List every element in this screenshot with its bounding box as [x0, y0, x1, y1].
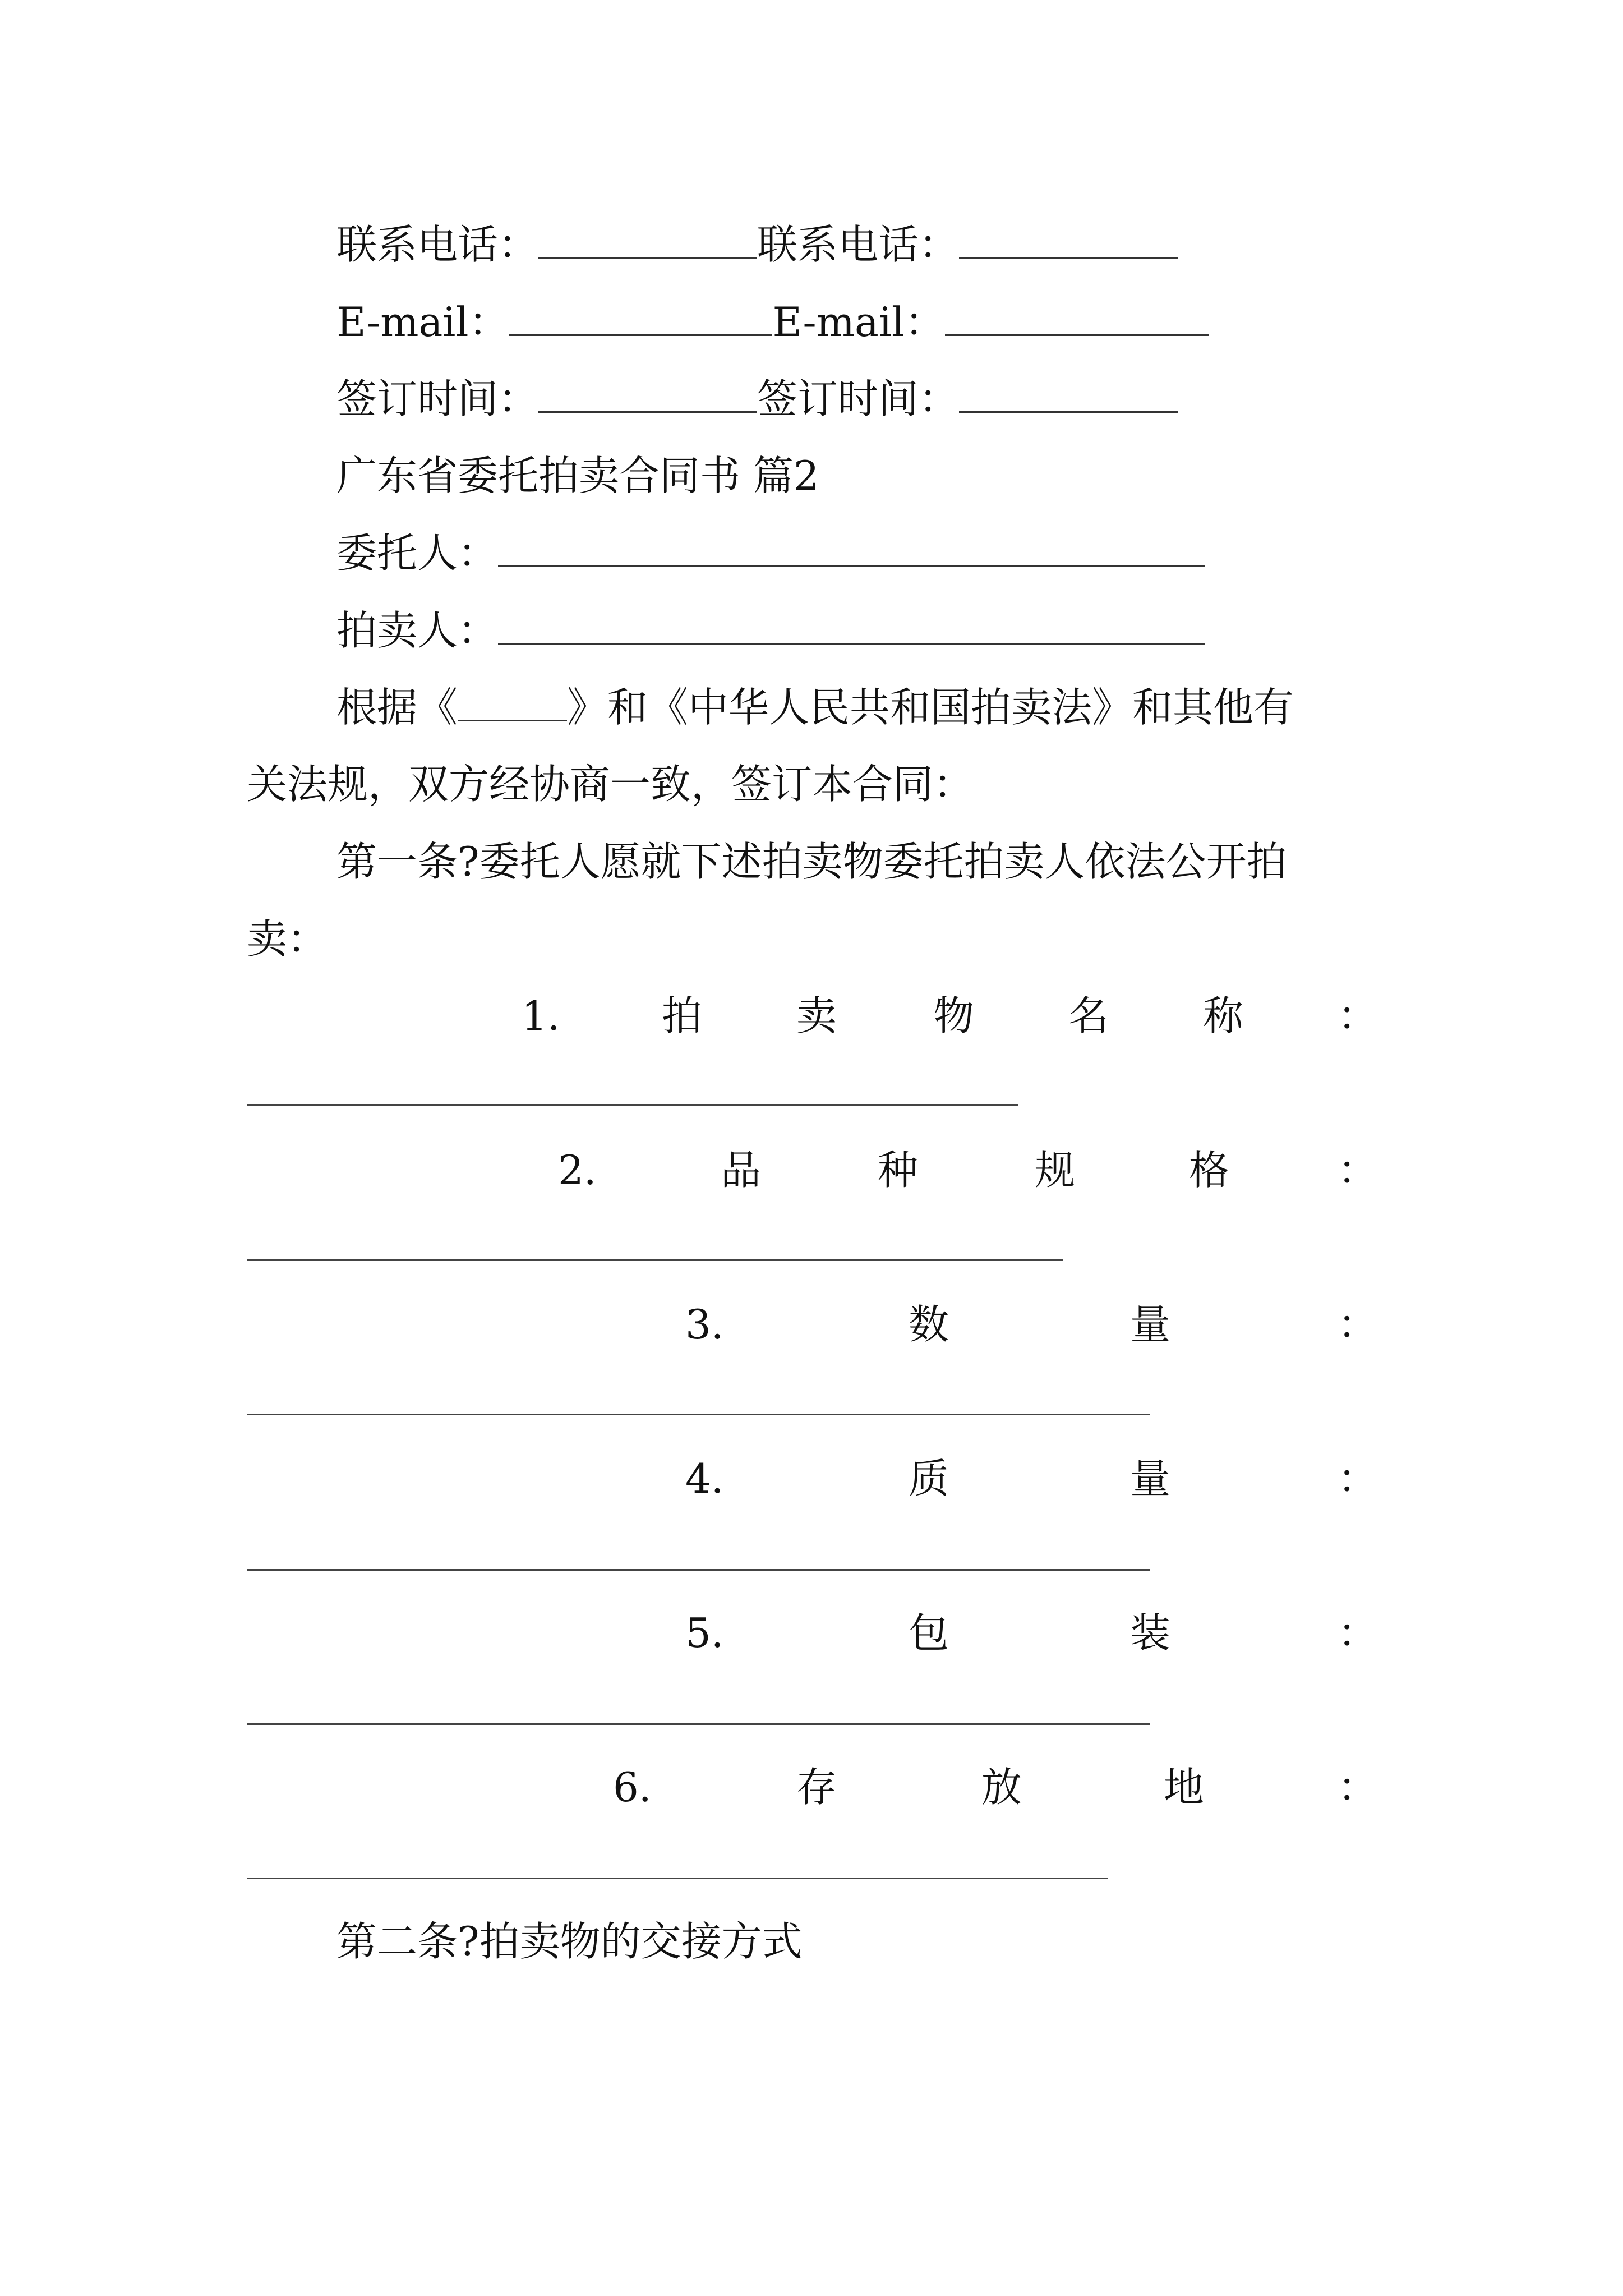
- item-5-colon: ：: [1338, 1609, 1378, 1657]
- phone-row: [336, 221, 1178, 268]
- item-3-char-1: 数: [909, 1301, 949, 1348]
- item-6-char-2: 放: [981, 1764, 1022, 1811]
- item-1-char-3: 物: [934, 992, 975, 1039]
- item-1-num: 1.: [522, 992, 560, 1039]
- auctioneer-row: [336, 607, 1205, 654]
- item-1-blank: [247, 1104, 1018, 1106]
- email-label-consignor: E-mail：: [336, 298, 509, 346]
- intro-pre: 根据《: [336, 684, 458, 731]
- article-1-line-1: 第一条?委托人愿就下述拍卖物委托拍卖人依法公开拍: [336, 838, 1287, 885]
- item-4-num: 4.: [685, 1455, 724, 1502]
- item-2-colon: ：: [1338, 1147, 1378, 1194]
- auctioneer-label: 拍卖人：: [336, 607, 499, 654]
- email-row: [336, 298, 1209, 346]
- item-2-char-1: 品: [721, 1147, 762, 1194]
- item-3-num: 3.: [685, 1301, 724, 1348]
- item-6-blank: [247, 1878, 1108, 1879]
- date-label-auctioneer: 签订时间：: [757, 375, 960, 422]
- item-2-char-2: 种: [878, 1147, 919, 1194]
- item-2-char-3: 规: [1035, 1147, 1076, 1194]
- item-4-blank: [247, 1569, 1150, 1571]
- date-row: [336, 375, 1178, 422]
- date-blank-auctioneer: [959, 380, 1178, 413]
- intro-line-1: [336, 684, 1294, 731]
- auctioneer-blank: [498, 611, 1205, 645]
- law-name-blank: [458, 688, 567, 721]
- intro-line-2: 关法规，双方经协商一致，签订本合同：: [247, 761, 974, 808]
- item-4-char-1: 质: [909, 1455, 949, 1502]
- consignor-blank: [498, 534, 1205, 567]
- item-1-colon: ：: [1338, 992, 1378, 1039]
- item-5-char-1: 包: [909, 1609, 949, 1657]
- item-1-char-1: 拍: [662, 992, 703, 1039]
- item-3-char-2: 量: [1130, 1301, 1171, 1348]
- section-title: 广东省委托拍卖合同书 篇2: [336, 452, 819, 499]
- item-3-blank: [247, 1414, 1150, 1415]
- item-5-num: 5.: [685, 1609, 724, 1657]
- item-6-num: 6.: [613, 1764, 652, 1811]
- article-1-line-2: 卖：: [247, 915, 328, 963]
- item-4-char-2: 量: [1130, 1455, 1171, 1502]
- phone-label-auctioneer: 联系电话：: [757, 221, 960, 268]
- item-2-num: 2.: [558, 1147, 597, 1194]
- item-1-char-2: 卖: [796, 992, 837, 1039]
- email-blank-auctioneer: [945, 303, 1209, 336]
- item-4-colon: ：: [1338, 1455, 1378, 1502]
- date-blank-consignor: [538, 380, 757, 413]
- phone-label-consignor: 联系电话：: [336, 221, 539, 268]
- phone-blank-auctioneer: [959, 226, 1178, 259]
- item-6-colon: ：: [1338, 1764, 1378, 1811]
- item-1-char-5: 称: [1203, 992, 1244, 1039]
- item-2-blank: [247, 1259, 1063, 1261]
- item-6-char-1: 存: [796, 1764, 837, 1811]
- phone-blank-consignor: [538, 226, 757, 259]
- item-6-char-3: 地: [1164, 1764, 1205, 1811]
- intro-post: 》和《中华人民共和国拍卖法》和其他有: [567, 684, 1294, 731]
- email-blank-consignor: [509, 303, 772, 336]
- item-5-blank: [247, 1723, 1150, 1725]
- consignor-row: [336, 530, 1205, 577]
- item-2-char-4: 格: [1189, 1147, 1230, 1194]
- item-3-colon: ：: [1338, 1301, 1378, 1348]
- article-2-line-1: 第二条?拍卖物的交接方式: [336, 1918, 803, 1965]
- email-label-auctioneer: E-mail：: [772, 298, 945, 346]
- consignor-label: 委托人：: [336, 530, 499, 577]
- item-1-char-4: 名: [1068, 992, 1109, 1039]
- date-label-consignor: 签订时间：: [336, 375, 539, 422]
- item-5-char-2: 装: [1130, 1609, 1171, 1657]
